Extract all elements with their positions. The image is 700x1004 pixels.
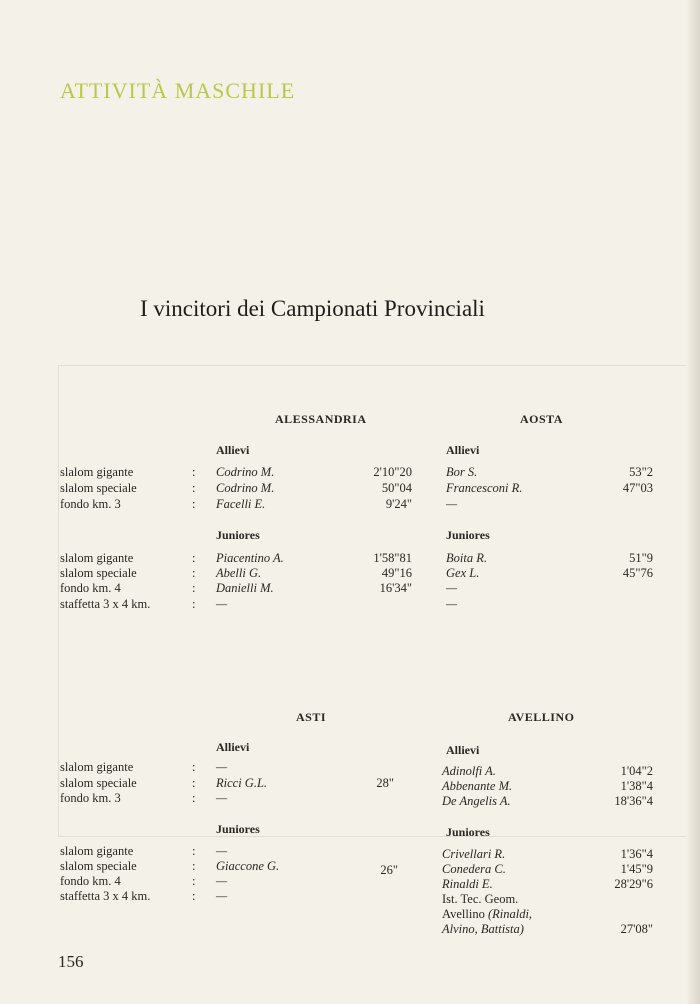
event-label: slalom speciale <box>60 859 137 873</box>
event-label: slalom gigante <box>60 844 134 858</box>
athlete-name: — <box>446 497 458 511</box>
result-time: 1'58"81 <box>373 551 412 565</box>
event-label: slalom speciale <box>60 566 137 580</box>
result-time: 28" <box>376 776 394 790</box>
result-time: 18'36"4 <box>614 794 653 808</box>
athlete-name: Adinolfi A. <box>442 764 496 778</box>
athlete-name: — <box>216 791 228 805</box>
athlete-name: — <box>216 760 228 774</box>
separator: : <box>192 551 196 565</box>
result-time: 53"2 <box>629 465 653 479</box>
athlete-name: Crivellari R. <box>442 847 506 861</box>
separator: : <box>192 859 196 873</box>
athlete-name: — <box>216 889 228 903</box>
separator: : <box>192 465 196 479</box>
event-label: slalom speciale <box>60 776 137 790</box>
separator: : <box>192 566 196 580</box>
result-time: 2'10"20 <box>373 465 412 479</box>
athlete-name: — <box>216 597 228 611</box>
athlete-name: Giaccone G. <box>216 859 280 873</box>
athlete-name: De Angelis A. <box>442 794 511 808</box>
separator: : <box>192 760 196 774</box>
athlete-name: Boita R. <box>446 551 487 565</box>
event-label: staffetta 3 x 4 km. <box>60 597 151 611</box>
athlete-name: Rinaldi E. <box>442 877 493 891</box>
athlete-name: Conedera C. <box>442 862 506 876</box>
separator: : <box>192 791 196 805</box>
athlete-name: Gex L. <box>446 566 480 580</box>
athlete-name: Piacentino A. <box>216 551 284 565</box>
section-title: ATTIVITÀ MASCHILE <box>60 78 296 103</box>
result-time: 1'36"4 <box>620 847 653 861</box>
separator: : <box>192 889 196 903</box>
category-label-allievi: Allievi <box>446 743 480 757</box>
relay-team-city-name: Avellino <box>442 907 485 921</box>
relay-team-members-end: Alvino, Battista) <box>442 922 524 936</box>
province-heading-avellino: AVELLINO <box>508 710 575 724</box>
athlete-name: Abbenante M. <box>442 779 513 793</box>
athlete-name: Codrino M. <box>216 481 275 495</box>
result-time: 1'38"4 <box>620 779 653 793</box>
separator: : <box>192 776 196 790</box>
athlete-name: Abelli G. <box>216 566 262 580</box>
province-heading-aosta: AOSTA <box>520 412 563 426</box>
relay-team-school: Ist. Tec. Geom. <box>442 892 519 906</box>
province-heading-asti: ASTI <box>296 710 327 724</box>
result-time: 51"9 <box>629 551 653 565</box>
result-time: 47"03 <box>622 481 653 495</box>
athlete-name: Danielli M. <box>216 581 274 595</box>
event-label: fondo km. 3 <box>60 497 121 511</box>
athlete-name: — <box>446 597 458 611</box>
event-label: fondo km. 4 <box>60 581 121 595</box>
athlete-name: Francesconi R. <box>446 481 523 495</box>
relay-team-city <box>442 907 532 922</box>
event-label: fondo km. 3 <box>60 791 121 805</box>
athlete-name: — <box>216 844 228 858</box>
separator: : <box>192 844 196 858</box>
result-time: 9'24" <box>385 497 412 511</box>
athlete-name: Codrino M. <box>216 465 275 479</box>
result-time: 27'08" <box>620 922 653 936</box>
result-time: 1'04"2 <box>620 764 653 778</box>
athlete-name: Bor S. <box>446 465 478 479</box>
page-title: I vincitori dei Campionati Provinciali <box>140 296 485 321</box>
result-time: 28'29"6 <box>614 877 653 891</box>
event-label: slalom gigante <box>60 465 134 479</box>
separator: : <box>192 481 196 495</box>
separator: : <box>192 597 196 611</box>
event-label: staffetta 3 x 4 km. <box>60 889 151 903</box>
athlete-name: Facelli E. <box>216 497 266 511</box>
separator: : <box>192 581 196 595</box>
relay-team-members-start: (Rinaldi, <box>487 907 533 921</box>
category-label-juniores: Juniores <box>446 528 490 542</box>
event-label: slalom gigante <box>60 551 134 565</box>
province-heading-alessandria: ALESSANDRIA <box>275 412 367 426</box>
athlete-name: — <box>216 874 228 888</box>
athlete-name: — <box>446 581 458 595</box>
page-edge-shadow <box>686 0 700 1004</box>
event-label: slalom gigante <box>60 760 134 774</box>
category-label-allievi: Allievi <box>216 443 250 457</box>
category-label-juniores: Juniores <box>446 825 490 839</box>
result-time: 50"04 <box>381 481 412 495</box>
page-number: 156 <box>58 952 84 971</box>
category-label-allievi: Allievi <box>216 740 250 754</box>
category-label-juniores: Juniores <box>216 528 260 542</box>
separator: : <box>192 497 196 511</box>
category-label-allievi: Allievi <box>446 443 480 457</box>
athlete-name: Ricci G.L. <box>216 776 268 790</box>
result-time: 45"76 <box>622 566 653 580</box>
result-time: 49"16 <box>381 566 412 580</box>
event-label: slalom speciale <box>60 481 137 495</box>
category-label-juniores: Juniores <box>216 822 260 836</box>
separator: : <box>192 874 196 888</box>
event-label: fondo km. 4 <box>60 874 121 888</box>
result-time: 16'34" <box>379 581 412 595</box>
result-time: 26" <box>380 863 398 877</box>
result-time: 1'45"9 <box>620 862 653 876</box>
